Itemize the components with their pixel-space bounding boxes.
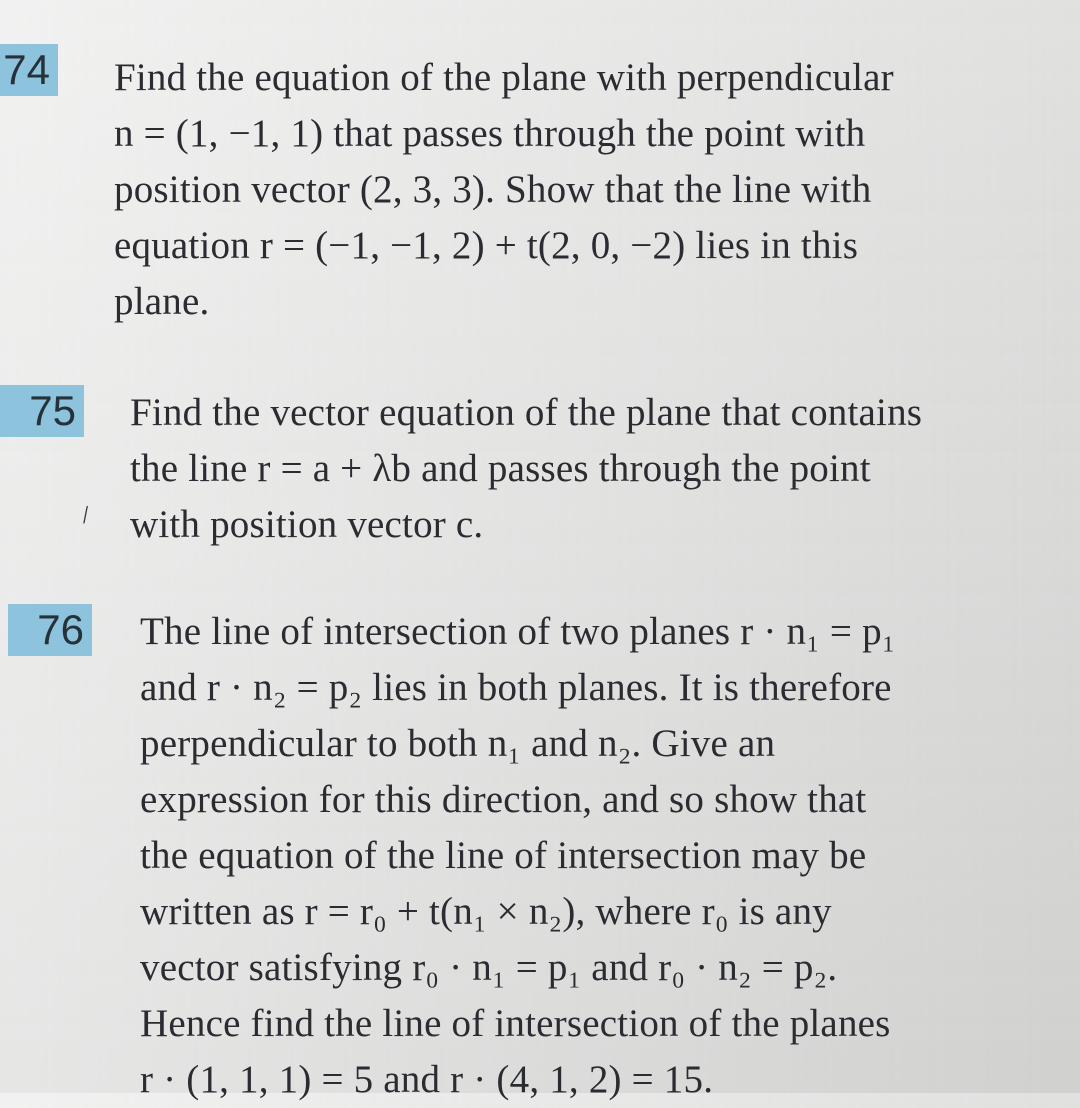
exercise-76-line-4: expression for this direction, and so show that [140,778,867,821]
margin-pencil-mark: ⁄ [79,503,92,527]
exercise-75-line-3: with position vector c. [130,503,484,546]
exercise-76-line-6: written as r = r₀ + t(n₁ × n₂), where r₀ is any [140,890,832,933]
exercise-75-line-1: Find the vector equation of the plane that contains [130,391,923,434]
exercise-75-line-2: the line r = a + λb and passes through the point [130,447,871,490]
exercise-74-line-5: plane. [114,280,210,323]
exercise-76-line-7: vector satisfying r₀ · n₁ = p₁ and r₀ · n₂ = p₂. [140,946,838,989]
exercise-74-text [114,50,894,330]
exercise-number-74: 74 [0,44,58,96]
exercise-76-line-1: The line of intersection of two planes r · n₁ = p₁ [140,610,896,653]
exercise-76-line-8: Hence find the line of intersection of the planes [140,1002,891,1045]
exercise-74-line-4: equation r = (−1, −1, 2) + t(2, 0, −2) lies in this [114,224,859,267]
exercise-76-line-9: r · (1, 1, 1) = 5 and r · (4, 1, 2) = 15. [140,1058,714,1101]
exercise-74-line-1: Find the equation of the plane with perpendicular [114,56,894,99]
exercise-number-75: 75 [0,385,84,437]
exercise-76-line-3: perpendicular to both n₁ and n₂. Give an [140,722,776,765]
exercise-76-line-5: the equation of the line of intersection may be [140,834,867,877]
exercise-number-76: 76 [8,604,92,656]
exercise-74-line-3: position vector (2, 3, 3). Show that the line with [114,168,872,211]
exercise-76-text [140,604,896,1108]
exercise-74-line-2: n = (1, −1, 1) that passes through the point with [114,112,866,155]
exercise-76-line-2: and r · n₂ = p₂ lies in both planes. It is therefore [140,666,892,709]
exercise-75-text [130,385,922,553]
